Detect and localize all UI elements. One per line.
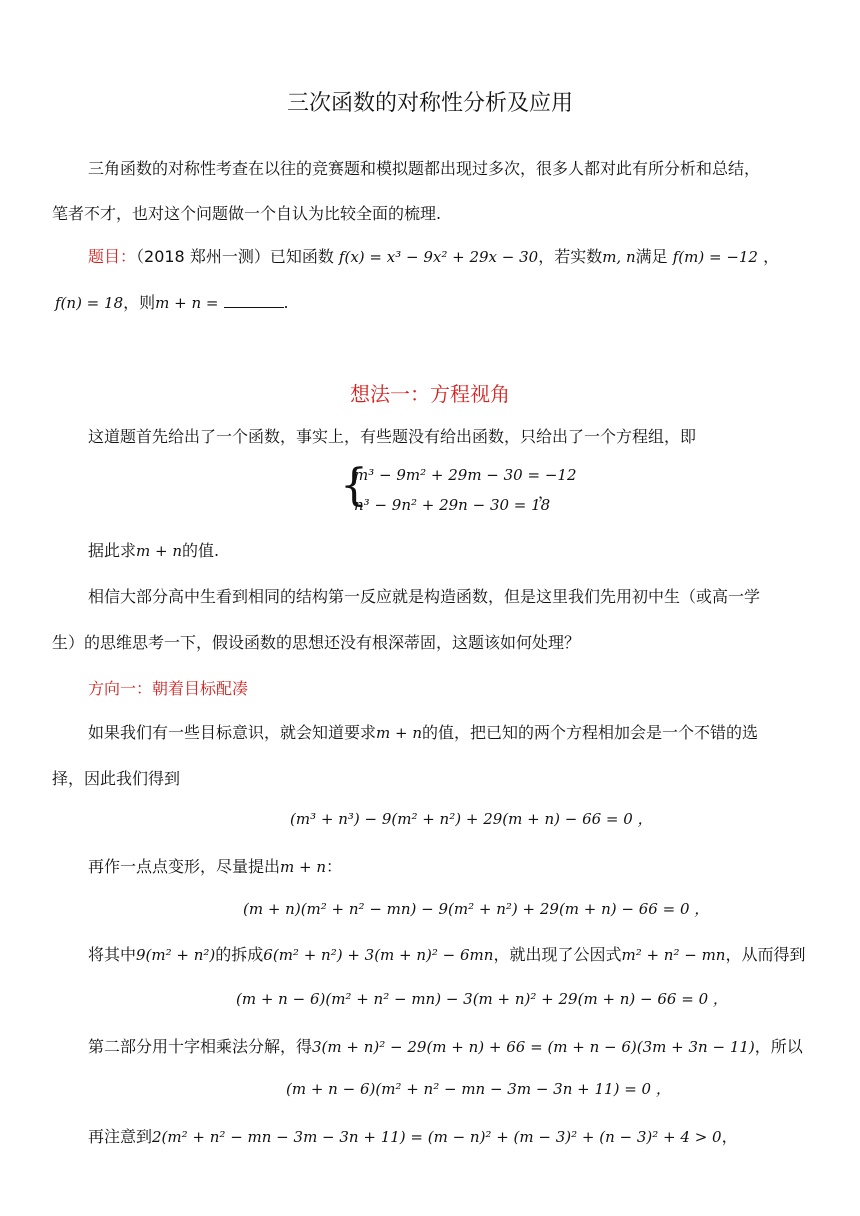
math-inline: 9(m² + n²) — [136, 946, 216, 964]
text: ，所以 — [754, 1037, 803, 1056]
text: 再作一点点变形，尽量提出 — [88, 857, 281, 876]
text: 据此求 — [88, 541, 137, 560]
formula: (m + n − 6)(m² + n² − mn) − 3(m + n)² + 29(m + n) − 66 = 0 ， — [236, 990, 728, 1008]
text: ，从而得到 — [725, 945, 806, 964]
problem-text: 满足 — [635, 247, 668, 266]
text: ， — [721, 1127, 738, 1146]
problem-vars: m, n — [602, 248, 636, 266]
paragraph — [88, 538, 219, 561]
intro-line-2: 笔者不才，也对这个问题做一个自认为比较全面的梳理. — [52, 204, 442, 223]
text: 如果我们有一些目标意识，就会知道要求 — [88, 723, 377, 742]
intro-line-1: 三角函数的对称性考查在以往的竞赛题和模拟题都出现过多次，很多人都对此有所分析和总结， — [88, 159, 761, 178]
text: ，就出现了公因式 — [493, 945, 622, 964]
problem-condition-2: f(n) = 18 — [55, 294, 124, 312]
problem-label: 题目： — [88, 247, 137, 266]
section-heading: 想法一：方程视角 — [350, 382, 510, 406]
subheading: 方向一：朝着目标配凑 — [88, 679, 249, 698]
left-brace: { — [340, 460, 368, 511]
text: 第二部分用十字相乘法分解，得 — [88, 1037, 313, 1056]
problem-end: . — [283, 293, 289, 312]
paragraph — [88, 942, 806, 965]
text: 将其中 — [88, 945, 137, 964]
formula: (m + n − 6)(m² + n² − mn − 3m − 3n + 11) = 0 ， — [286, 1080, 671, 1098]
equation-2: n³ − 9n² + 29n − 30 = 18 — [354, 496, 551, 514]
problem-condition-1: f(m) = −12 — [672, 248, 758, 266]
math-inline: m + n — [280, 858, 327, 876]
math-inline: m + n — [376, 724, 423, 742]
paragraph — [88, 1124, 738, 1147]
paragraph: 择，因此我们得到 — [52, 769, 181, 788]
problem-text: ，若实数 — [538, 247, 603, 266]
text: 的值，把已知的两个方程相加会是一个不错的选 — [422, 723, 759, 742]
formula: (m + n)(m² + n² − mn) − 9(m² + n²) + 29(m + n) − 66 = 0 ， — [243, 900, 710, 918]
math-inline: 2(m² + n² − mn − 3m − 3n + 11) = (m − n)² + (m − 3)² + (n − 3)² + 4 > 0 — [152, 1128, 722, 1146]
paragraph — [88, 720, 758, 743]
text: ： — [326, 857, 343, 876]
page-title: 三次函数的对称性分析及应用 — [286, 91, 573, 116]
equation-comma: ， — [538, 483, 555, 502]
formula: (m³ + n³) − 9(m² + n²) + 29(m + n) − 66 = 0 ， — [290, 810, 653, 828]
problem-function: f(x) = x³ − 9x² + 29x − 30 — [338, 248, 539, 266]
text: 的值. — [182, 541, 220, 560]
text: 的拆成 — [215, 945, 264, 964]
equation-1: m³ − 9m² + 29m − 30 = −12 — [354, 466, 577, 484]
problem-text: ，则 — [123, 293, 156, 312]
math-inline: m + n — [136, 542, 183, 560]
text: 再注意到 — [88, 1127, 153, 1146]
math-inline: 3(m + n)² − 29(m + n) + 66 = (m + n − 6)(3m + 3n − 11) — [312, 1038, 755, 1056]
paragraph — [88, 854, 342, 877]
answer-blank — [224, 293, 284, 308]
paragraph — [88, 1034, 803, 1057]
problem-line-2 — [55, 290, 289, 313]
math-inline: 6(m² + n²) + 3(m + n)² − 6mn — [263, 946, 494, 964]
problem-comma: ， — [763, 247, 780, 266]
problem-line-1 — [88, 244, 779, 267]
problem-ask: m + n = — [155, 294, 219, 312]
paragraph: 生）的思维思考一下，假设函数的思想还没有根深蒂固，这题该如何处理？ — [52, 633, 581, 652]
problem-source: （2018 郑州一测）已知函数 — [136, 247, 334, 266]
math-inline: m² + n² − mn — [621, 946, 726, 964]
paragraph: 相信大部分高中生看到相同的结构第一反应就是构造函数，但是这里我们先用初中生（或高一学 — [88, 587, 761, 606]
paragraph: 这道题首先给出了一个函数，事实上，有些题没有给出函数，只给出了一个方程组，即 — [88, 427, 697, 446]
